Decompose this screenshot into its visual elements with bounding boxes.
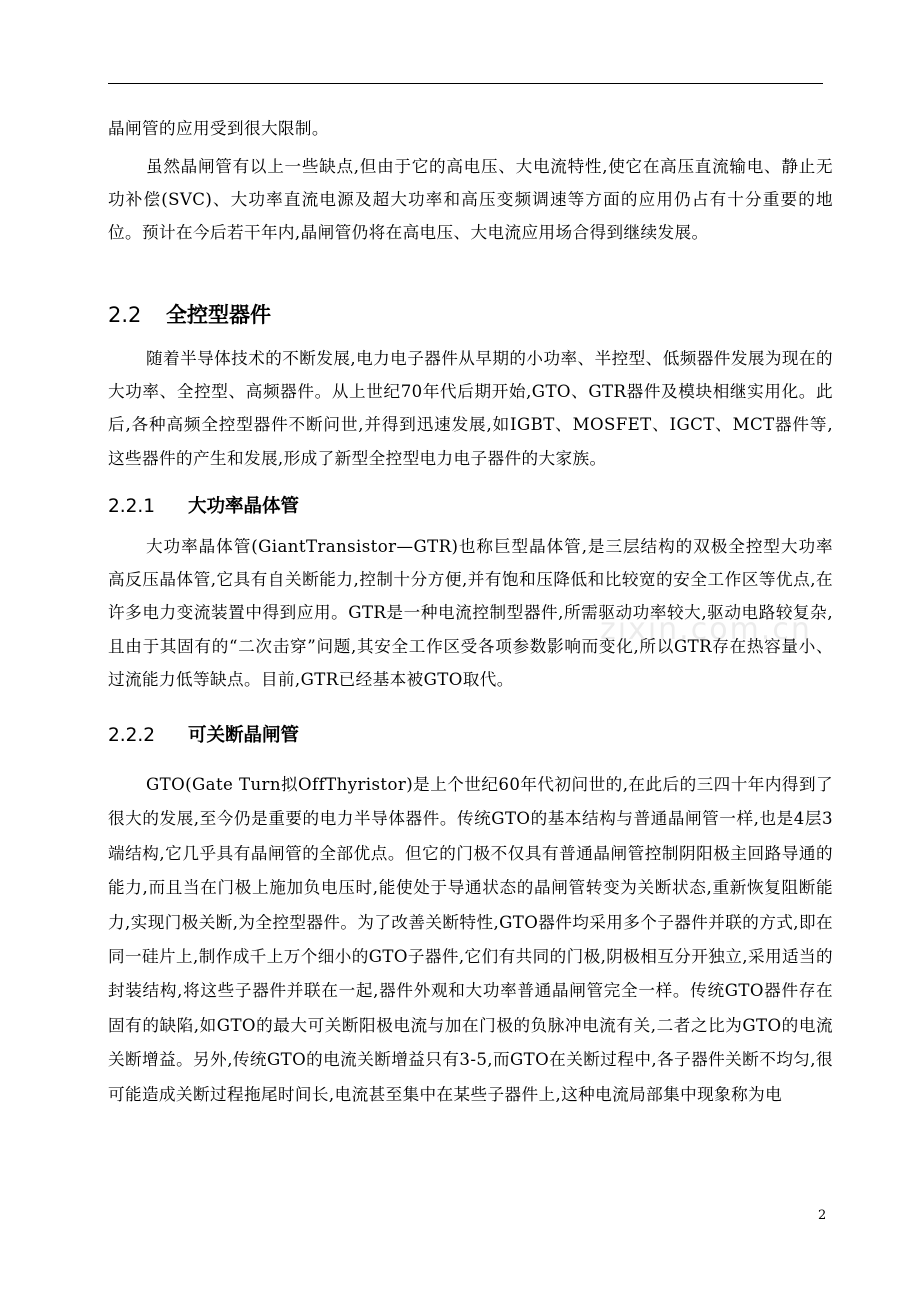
paragraph-continuation: 晶闸管的应用受到很大限制。 xyxy=(108,119,329,138)
section-title: 全控型器件 xyxy=(166,303,271,327)
header-rule xyxy=(108,83,823,84)
section-heading-2-2-2 xyxy=(108,723,299,749)
section-title: 大功率晶体管 xyxy=(188,496,300,517)
section-title: 可关断晶闸管 xyxy=(188,725,300,746)
paragraph-gtr: 大功率晶体管(GiantTransistor—GTR)也称巨型晶体管,是三层结构的双极全控型大功率高反压晶体管,它具有自关断能力,控制十分方便,并有饱和压降低和比较宽的安全工作区等优点,在许多电力变流装置中得到应用。GTR是一种电流控制型器件,所需驱动功率较大,驱动电路较复杂,且由于其固有的“二次击穿”问题,其安全工作区受各项参数影响而变化,所以GTR存在热容量小、过流能力低等缺点。目前,GTR已经基本被GTO取代。 xyxy=(108,537,833,689)
section-number: 2.2.1 xyxy=(108,496,156,517)
section-heading-2-2 xyxy=(108,301,271,329)
paragraph-fully-controlled-devices: 随着半导体技术的不断发展,电力电子器件从早期的小功率、半控型、低频器件发展为现在的大功率、全控型、高频器件。从上世纪70年代后期开始,GTO、GTR器件及模块相继实用化。此后,各种高频全控型器件不断问世,并得到迅速发展,如IGBT、MOSFET、IGCT、MCT器件等,这些器件的产生和发展,形成了新型全控型电力电子器件的大家族。 xyxy=(108,349,833,468)
section-number: 2.2 xyxy=(108,303,142,327)
paragraph-gto: GTO(Gate Turn拟OffThyristor)是上个世纪60年代初问世的,在此后的三四十年内得到了很大的发展,至今仍是重要的电力半导体器件。传统GTO的基本结构与普通晶闸管一样,也是4层3端结构,它几乎具有晶闸管的全部优点。但它的门极不仅具有普通晶闸管控制阴阳极主回路导通的能力,而且当在门极上施加负电压时,能使处于导通状态的晶闸管转变为关断状态,重新恢复阻断能力,实现门极关断,为全控型器件。为了改善关断特性,GTO器件均采用多个子器件并联的方式,即在同一硅片上,制作成千上万个细小的GTO子器件,它们有共同的门极,阴极相互分开独立,采用适当的封装结构,将这些子器件并联在一起,器件外观和大功率普通晶闸管完全一样。传统GTO器件存在固有的缺陷,如GTO的最大可关断阳极电流与加在门极的负脉冲电流有关,二者之比为GTO的电流关断增益。另外,传统GTO的电流关断增益只有3-5,而GTO在关断过程中,各子器件关断不均匀,很可能造成关断过程拖尾时间长,电流甚至集中在某些子器件上,这种电流局部集中现象称为电 xyxy=(108,775,833,1104)
page-number: 2 xyxy=(818,1208,827,1223)
watermark: zixin.com.cn xyxy=(600,612,812,647)
section-heading-2-2-1 xyxy=(108,494,299,520)
paragraph-thyristor-applications: 虽然晶闸管有以上一些缺点,但由于它的高电压、大电流特性,使它在高压直流输电、静止无功补偿(SVC)、大功率直流电源及超大功率和高压变频调速等方面的应用仍占有十分重要的地位。预计在今后若干年内,晶闸管仍将在高电压、大电流应用场合得到继续发展。 xyxy=(108,157,833,243)
section-number: 2.2.2 xyxy=(108,725,156,746)
